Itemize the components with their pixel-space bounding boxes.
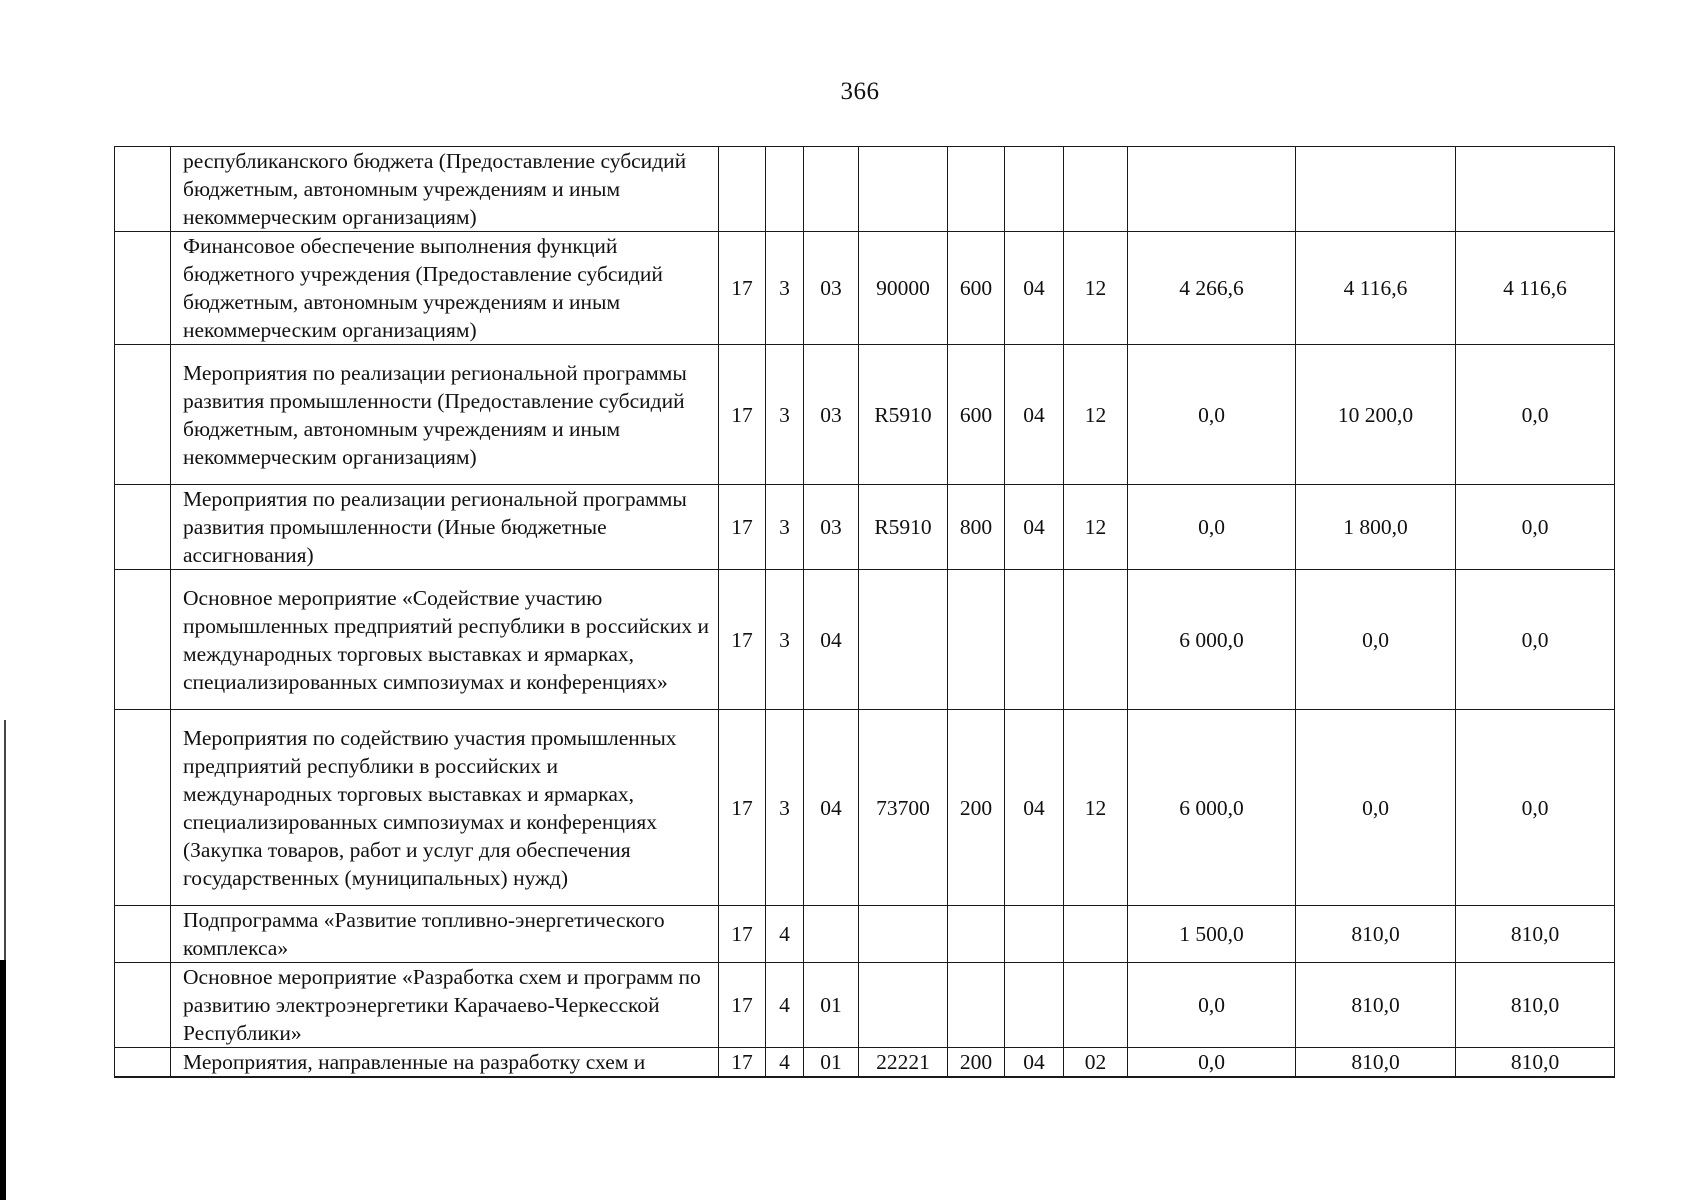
row-number-cell — [115, 147, 171, 232]
main-activity-code: 03 — [804, 345, 859, 485]
direction-code — [859, 570, 948, 710]
expense-type-code: 200 — [948, 710, 1005, 906]
row-description: Мероприятия, направленные на разработку схем и — [171, 1048, 719, 1078]
section-code — [1005, 570, 1064, 710]
section-code: 04 — [1005, 710, 1064, 906]
amount-year-2: 810,0 — [1296, 1048, 1456, 1078]
row-number-cell — [115, 232, 171, 345]
subsection-code — [1064, 963, 1128, 1048]
table-row — [115, 710, 1615, 906]
amount-year-1 — [1128, 147, 1296, 232]
subsection-code: 12 — [1064, 232, 1128, 345]
section-code: 04 — [1005, 1048, 1064, 1078]
amount-year-3: 810,0 — [1456, 906, 1615, 963]
amount-year-1: 1 500,0 — [1128, 906, 1296, 963]
direction-code — [859, 963, 948, 1048]
expense-type-code — [948, 963, 1005, 1048]
direction-code: 90000 — [859, 232, 948, 345]
program-code: 17 — [719, 232, 766, 345]
amount-year-1: 4 266,6 — [1128, 232, 1296, 345]
subprogram-code: 4 — [766, 963, 804, 1048]
amount-year-3: 810,0 — [1456, 1048, 1615, 1078]
row-number-cell — [115, 906, 171, 963]
table-row — [115, 485, 1615, 570]
row-description: Мероприятия по содействию участия промышленных предприятий республики в российских и международных торговых выставках и ярмарках, специализированных симпозиумах и конференциях (Закупка товаров, работ и услуг для обеспечения государственных (муниципальных) нужд) — [171, 710, 719, 906]
expense-type-code — [948, 147, 1005, 232]
table-row — [115, 906, 1615, 963]
direction-code: 22221 — [859, 1048, 948, 1078]
subsection-code: 02 — [1064, 1048, 1128, 1078]
program-code: 17 — [719, 485, 766, 570]
amount-year-3: 810,0 — [1456, 963, 1615, 1048]
amount-year-2: 10 200,0 — [1296, 345, 1456, 485]
expense-type-code — [948, 906, 1005, 963]
amount-year-3 — [1456, 147, 1615, 232]
expense-type-code: 200 — [948, 1048, 1005, 1078]
amount-year-2: 1 800,0 — [1296, 485, 1456, 570]
row-description: Мероприятия по реализации региональной программы развития промышленности (Иные бюджетные ассигнования) — [171, 485, 719, 570]
page-number: 366 — [840, 78, 880, 105]
expense-type-code — [948, 570, 1005, 710]
program-code — [719, 147, 766, 232]
program-code: 17 — [719, 1048, 766, 1078]
amount-year-3: 4 116,6 — [1456, 232, 1615, 345]
table-row — [115, 147, 1615, 232]
row-number-cell — [115, 485, 171, 570]
amount-year-3: 0,0 — [1456, 570, 1615, 710]
section-code — [1005, 147, 1064, 232]
amount-year-2: 4 116,6 — [1296, 232, 1456, 345]
program-code: 17 — [719, 345, 766, 485]
expense-type-code: 800 — [948, 485, 1005, 570]
subprogram-code: 3 — [766, 710, 804, 906]
amount-year-3: 0,0 — [1456, 485, 1615, 570]
subprogram-code: 4 — [766, 906, 804, 963]
amount-year-2: 0,0 — [1296, 570, 1456, 710]
direction-code: R5910 — [859, 345, 948, 485]
amount-year-2: 810,0 — [1296, 906, 1456, 963]
expense-type-code: 600 — [948, 232, 1005, 345]
amount-year-3: 0,0 — [1456, 710, 1615, 906]
main-activity-code — [804, 906, 859, 963]
subsection-code — [1064, 906, 1128, 963]
amount-year-2: 0,0 — [1296, 710, 1456, 906]
row-description: Основное мероприятие «Содействие участию промышленных предприятий республики в российских и международных торговых выставках и ярмарках, специализированных симпозиумах и конференциях» — [171, 570, 719, 710]
amount-year-2: 810,0 — [1296, 963, 1456, 1048]
table-row — [115, 345, 1615, 485]
section-code — [1005, 963, 1064, 1048]
main-activity-code — [804, 147, 859, 232]
table-row — [115, 232, 1615, 345]
subsection-code — [1064, 570, 1128, 710]
subprogram-code: 3 — [766, 485, 804, 570]
row-number-cell — [115, 345, 171, 485]
row-description: Подпрограмма «Развитие топливно-энергетического комплекса» — [171, 906, 719, 963]
direction-code: R5910 — [859, 485, 948, 570]
subprogram-code — [766, 147, 804, 232]
section-code — [1005, 906, 1064, 963]
subprogram-code: 3 — [766, 570, 804, 710]
table-row — [115, 963, 1615, 1048]
expense-type-code: 600 — [948, 345, 1005, 485]
subprogram-code: 3 — [766, 232, 804, 345]
main-activity-code: 04 — [804, 710, 859, 906]
subprogram-code: 4 — [766, 1048, 804, 1078]
row-number-cell — [115, 570, 171, 710]
direction-code — [859, 147, 948, 232]
amount-year-3: 0,0 — [1456, 345, 1615, 485]
amount-year-2 — [1296, 147, 1456, 232]
subprogram-code: 3 — [766, 345, 804, 485]
subsection-code: 12 — [1064, 345, 1128, 485]
scan-margin-bar — [0, 960, 6, 1200]
table-row — [115, 1048, 1615, 1078]
program-code: 17 — [719, 963, 766, 1048]
amount-year-1: 0,0 — [1128, 345, 1296, 485]
row-description: Финансовое обеспечение выполнения функций бюджетного учреждения (Предоставление субсидий бюджетным, автономным учреждениям и иным некоммерческим организациям) — [171, 232, 719, 345]
amount-year-1: 0,0 — [1128, 1048, 1296, 1078]
row-description: Основное мероприятие «Разработка схем и программ по развитию электроэнергетики Карачаево-Черкесской Республики» — [171, 963, 719, 1048]
row-number-cell — [115, 963, 171, 1048]
main-activity-code: 01 — [804, 1048, 859, 1078]
program-code: 17 — [719, 570, 766, 710]
table-row — [115, 570, 1615, 710]
amount-year-1: 0,0 — [1128, 963, 1296, 1048]
program-code: 17 — [719, 906, 766, 963]
main-activity-code: 03 — [804, 485, 859, 570]
amount-year-1: 6 000,0 — [1128, 570, 1296, 710]
section-code: 04 — [1005, 232, 1064, 345]
section-code: 04 — [1005, 345, 1064, 485]
amount-year-1: 6 000,0 — [1128, 710, 1296, 906]
section-code: 04 — [1005, 485, 1064, 570]
direction-code — [859, 906, 948, 963]
budget-table — [114, 146, 1615, 1078]
subsection-code — [1064, 147, 1128, 232]
main-activity-code: 01 — [804, 963, 859, 1048]
direction-code: 73700 — [859, 710, 948, 906]
program-code: 17 — [719, 710, 766, 906]
amount-year-1: 0,0 — [1128, 485, 1296, 570]
row-description: республиканского бюджета (Предоставление субсидий бюджетным, автономным учреждениям и иным некоммерческим организациям) — [171, 147, 719, 232]
scan-margin-line — [4, 720, 6, 960]
subsection-code: 12 — [1064, 710, 1128, 906]
main-activity-code: 03 — [804, 232, 859, 345]
row-number-cell — [115, 1048, 171, 1078]
row-description: Мероприятия по реализации региональной программы развития промышленности (Предоставление субсидий бюджетным, автономным учреждениям и иным некоммерческим организациям) — [171, 345, 719, 485]
row-number-cell — [115, 710, 171, 906]
subsection-code: 12 — [1064, 485, 1128, 570]
main-activity-code: 04 — [804, 570, 859, 710]
